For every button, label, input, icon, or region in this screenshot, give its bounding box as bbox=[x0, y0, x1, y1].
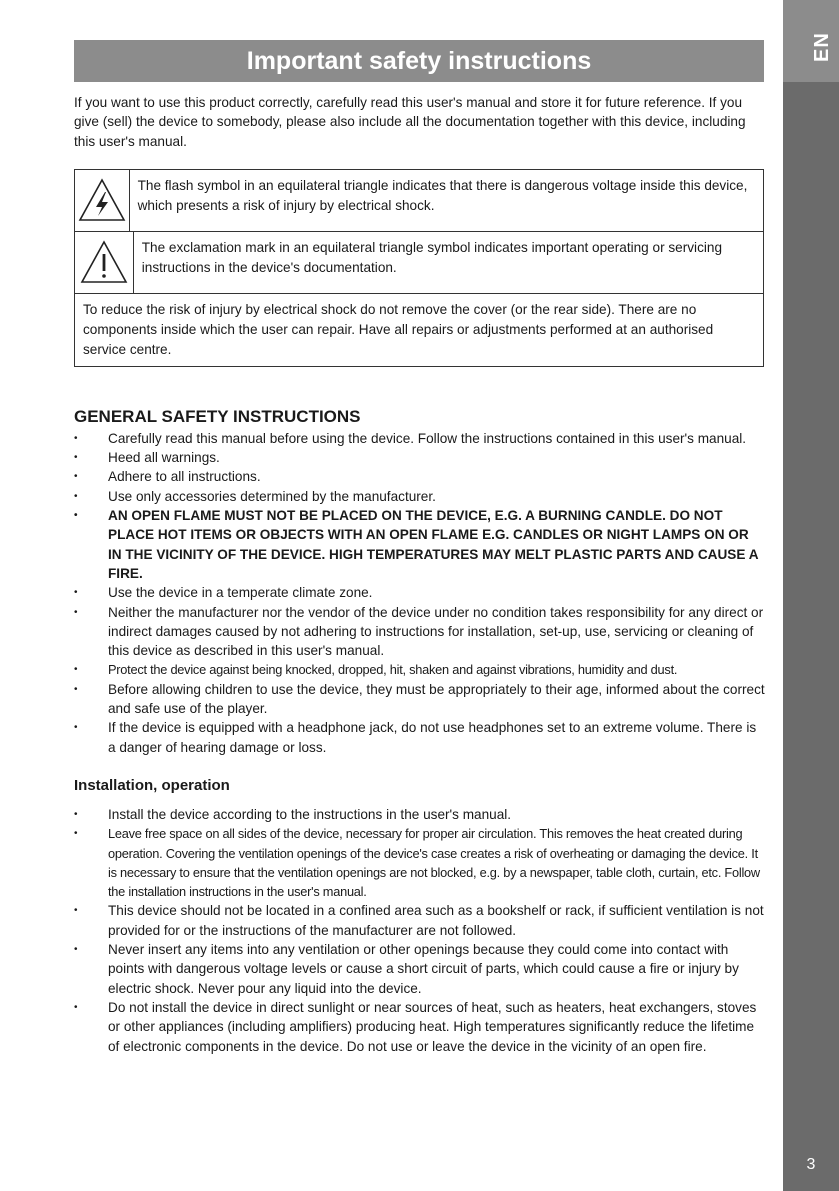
symbol-table bbox=[74, 169, 764, 367]
list-item: • Use the device in a temperate climate zone. bbox=[74, 583, 766, 602]
installation-list bbox=[74, 805, 766, 1056]
content bbox=[74, 93, 766, 1056]
list-item: • Do not install the device in direct sunlight or near sources of heat, such as heaters, heat exchangers, stoves or other appliances (including amplifiers) producing heat. High temperatures significantly reduce the lifetime of electronic components in the device. Do not use or leave the device in the vicinity of an open fire. bbox=[74, 998, 766, 1056]
page-number: 3 bbox=[806, 1156, 816, 1173]
symbol-description: The flash symbol in an equilateral triangle indicates that there is dangerous voltage inside this device, which presents a risk of injury by electrical shock. bbox=[137, 177, 748, 213]
list-item: • Install the device according to the instructions in the user's manual. bbox=[74, 805, 766, 824]
list-item: • Protect the device against being knocked, dropped, hit, shaken and against vibrations, humidity and dust. bbox=[74, 660, 766, 679]
exclamation-warning-icon bbox=[80, 240, 128, 284]
list-item: • Leave free space on all sides of the device, necessary for proper air circulation. This removes the heat created during operation. Covering the ventilation openings of the device's case creates a risk of overheating or damaging the device. It is necessary to ensure that the ventilation openings are not blocked, e.g. by a newspaper, table cloth, curtain, etc. Follow the installation instructions in the user's manual. bbox=[74, 824, 766, 901]
language-sidebar bbox=[783, 0, 839, 1191]
list-item: • Neither the manufacturer nor the vendor of the device under no condition takes responsibility for any direct or indirect damages caused by not adhering to instructions for installation, set-up, use, servicing or cleaning of this device as described in this user's manual. bbox=[74, 603, 766, 661]
intro-paragraph: If you want to use this product correctly, carefully read this user's manual and store it for future reference. If you give (sell) the device to somebody, please also include all the documentation together with this device, including this user's manual. bbox=[74, 95, 746, 149]
list-item: • Heed all warnings. bbox=[74, 448, 766, 467]
list-item: • Never insert any items into any ventilation or other openings because they could come into contact with points with dangerous voltage levels or cause a short circuit of parts, which could cause a fire or injury by electric shock. Never pour any liquid into the device. bbox=[74, 940, 766, 998]
symbol-row-lightning bbox=[75, 170, 763, 232]
symbol-description: The exclamation mark in an equilateral triangle symbol indicates important operating or servicing instructions in the device's documentation. bbox=[141, 239, 723, 275]
lightning-warning-icon bbox=[78, 178, 126, 222]
list-item: • Before allowing children to use the device, they must be appropriately to their age, informed about the correct and safe use of the player. bbox=[74, 680, 766, 719]
list-item: • If the device is equipped with a headphone jack, do not use headphones set to an extreme volume. There is a danger of hearing damage or loss. bbox=[74, 718, 766, 757]
list-item: • Use only accessories determined by the manufacturer. bbox=[74, 487, 766, 506]
general-safety-heading: GENERAL SAFETY INSTRUCTIONS bbox=[74, 406, 361, 426]
language-tab bbox=[783, 0, 839, 82]
general-safety-list bbox=[74, 429, 766, 757]
list-item: • AN OPEN FLAME MUST NOT BE PLACED ON THE DEVICE, E.G. A BURNING CANDLE. DO NOT PLACE HOT ITEMS OR OBJECTS WITH AN OPEN FLAME E.G. CANDLES OR NIGHT LAMPS ON OR IN THE VICINITY OF THE DEVICE. HIGH TEMPERATURES MAY MELT PLASTIC PARTS AND CAUSE A FIRE. bbox=[74, 506, 766, 583]
symbol-row-exclamation bbox=[75, 232, 763, 294]
language-label: EN bbox=[811, 32, 833, 62]
list-item: • Carefully read this manual before using the device. Follow the instructions contained in this user's manual. bbox=[74, 429, 766, 448]
page-title: Important safety instructions bbox=[74, 40, 764, 82]
installation-heading: Installation, operation bbox=[74, 776, 230, 794]
list-item: • Adhere to all instructions. bbox=[74, 467, 766, 486]
shock-note: To reduce the risk of injury by electrical shock do not remove the cover (or the rear side). There are no components inside which the user can repair. Have all repairs or adjustments performed at an authorised service centre. bbox=[83, 301, 714, 357]
list-item: • This device should not be located in a confined area such as a bookshelf or rack, if sufficient ventilation is not provided for or the instructions of the manufacturer are not followed. bbox=[74, 901, 766, 940]
